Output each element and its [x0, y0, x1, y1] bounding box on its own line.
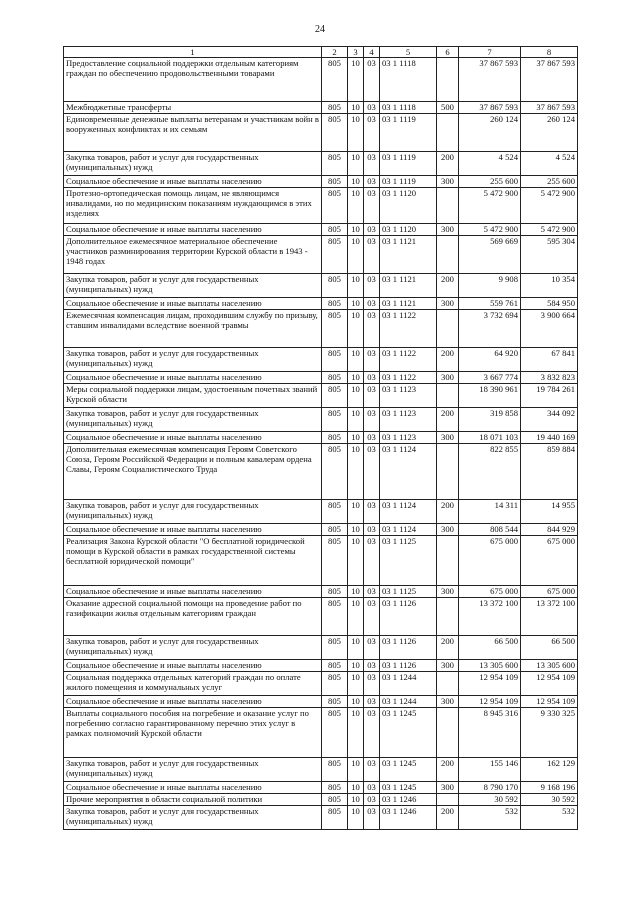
cell-target-article: 03 1 1125: [380, 536, 437, 586]
cell-ministry: 805: [322, 384, 348, 408]
cell-amount-year2: 37 867 593: [521, 102, 578, 114]
table-row: [64, 372, 578, 384]
cell-section: 10: [348, 188, 364, 224]
cell-target-article: 03 1 1122: [380, 372, 437, 384]
table-row: [64, 586, 578, 598]
cell-name: Закупка товаров, работ и услуг для государственных (муниципальных) нужд: [64, 758, 322, 782]
cell-ministry: 805: [322, 224, 348, 236]
cell-target-article: 03 1 1119: [380, 176, 437, 188]
cell-amount-year1: 155 146: [459, 758, 521, 782]
cell-target-article: 03 1 1119: [380, 152, 437, 176]
cell-subsection: 03: [364, 58, 380, 102]
cell-target-article: 03 1 1245: [380, 758, 437, 782]
table-row: [64, 672, 578, 696]
cell-expense-type: 300: [437, 176, 459, 188]
cell-target-article: 03 1 1126: [380, 636, 437, 660]
cell-section: 10: [348, 500, 364, 524]
table-row: [64, 794, 578, 806]
cell-amount-year2: 4 524: [521, 152, 578, 176]
cell-section: 10: [348, 758, 364, 782]
cell-target-article: 03 1 1118: [380, 102, 437, 114]
cell-ministry: 805: [322, 524, 348, 536]
cell-target-article: 03 1 1123: [380, 408, 437, 432]
cell-amount-year2: 844 929: [521, 524, 578, 536]
cell-name: Социальное обеспечение и иные выплаты населению: [64, 696, 322, 708]
cell-subsection: 03: [364, 598, 380, 636]
cell-amount-year1: 30 592: [459, 794, 521, 806]
cell-section: 10: [348, 102, 364, 114]
table-row: [64, 758, 578, 782]
cell-subsection: 03: [364, 432, 380, 444]
cell-ministry: 805: [322, 58, 348, 102]
cell-section: 10: [348, 660, 364, 672]
cell-expense-type: 200: [437, 758, 459, 782]
cell-target-article: 03 1 1246: [380, 806, 437, 830]
table-row: [64, 660, 578, 672]
cell-ministry: 805: [322, 598, 348, 636]
cell-target-article: 03 1 1246: [380, 794, 437, 806]
cell-subsection: 03: [364, 274, 380, 298]
cell-ministry: 805: [322, 636, 348, 660]
cell-subsection: 03: [364, 524, 380, 536]
table-row: [64, 114, 578, 152]
cell-amount-year2: 9 330 325: [521, 708, 578, 758]
cell-amount-year2: 30 592: [521, 794, 578, 806]
cell-expense-type: 200: [437, 408, 459, 432]
cell-amount-year2: 67 841: [521, 348, 578, 372]
cell-name: Ежемесячная компенсация лицам, проходившим службу по призыву, ставшим инвалидами вследствие военной травмы: [64, 310, 322, 348]
cell-target-article: 03 1 1123: [380, 384, 437, 408]
cell-target-article: 03 1 1245: [380, 708, 437, 758]
cell-section: 10: [348, 708, 364, 758]
cell-amount-year1: 9 908: [459, 274, 521, 298]
cell-ministry: 805: [322, 444, 348, 500]
cell-amount-year2: 14 955: [521, 500, 578, 524]
cell-subsection: 03: [364, 444, 380, 500]
cell-target-article: 03 1 1124: [380, 524, 437, 536]
cell-section: 10: [348, 274, 364, 298]
cell-target-article: 03 1 1245: [380, 782, 437, 794]
cell-ministry: 805: [322, 660, 348, 672]
cell-name: Протезно-ортопедическая помощь лицам, не являющимся инвалидами, но по медицинским показаниям нуждающимся в этих изделиях: [64, 188, 322, 224]
cell-section: 10: [348, 696, 364, 708]
cell-amount-year2: 260 124: [521, 114, 578, 152]
cell-ministry: 805: [322, 794, 348, 806]
cell-ministry: 805: [322, 758, 348, 782]
cell-name: Закупка товаров, работ и услуг для государственных (муниципальных) нужд: [64, 408, 322, 432]
cell-target-article: 03 1 1121: [380, 274, 437, 298]
cell-name: Дополнительная ежемесячная компенсация Героям Советского Союза, Героям Российской Федерации и полным кавалерам ордена Славы, Героям Социалистического Труда: [64, 444, 322, 500]
cell-ministry: 805: [322, 708, 348, 758]
table-body: [64, 58, 578, 830]
cell-target-article: 03 1 1122: [380, 310, 437, 348]
cell-amount-year1: 37 867 593: [459, 102, 521, 114]
cell-subsection: 03: [364, 348, 380, 372]
cell-expense-type: [437, 114, 459, 152]
cell-ministry: 805: [322, 432, 348, 444]
cell-amount-year2: 13 372 100: [521, 598, 578, 636]
cell-expense-type: 300: [437, 586, 459, 598]
cell-amount-year1: 822 855: [459, 444, 521, 500]
cell-section: 10: [348, 348, 364, 372]
header-cell-section: 3: [348, 47, 364, 58]
cell-name: Меры социальной поддержки лицам, удостоенным почетных званий Курской области: [64, 384, 322, 408]
cell-subsection: 03: [364, 696, 380, 708]
cell-target-article: 03 1 1126: [380, 598, 437, 636]
cell-name: Выплаты социального пособия на погребение и оказание услуг по погребению согласно гарантированному перечню этих услуг в рамках полномочий Курской области: [64, 708, 322, 758]
cell-name: Социальное обеспечение и иные выплаты населению: [64, 524, 322, 536]
cell-amount-year1: 675 000: [459, 536, 521, 586]
cell-subsection: 03: [364, 298, 380, 310]
cell-name: Прочие мероприятия в области социальной политики: [64, 794, 322, 806]
table-row: [64, 432, 578, 444]
cell-amount-year2: 13 305 600: [521, 660, 578, 672]
cell-name: Дополнительное ежемесячное материальное обеспечение участников разминирования территории Курской области в 1943 - 1948 годах: [64, 236, 322, 274]
cell-section: 10: [348, 152, 364, 176]
cell-amount-year1: 64 920: [459, 348, 521, 372]
page-number: 24: [315, 24, 325, 35]
cell-ministry: 805: [322, 672, 348, 696]
cell-target-article: 03 1 1126: [380, 660, 437, 672]
cell-name: Оказание адресной социальной помощи на проведение работ по газификации жилья отдельным категориям граждан: [64, 598, 322, 636]
cell-amount-year2: 5 472 900: [521, 224, 578, 236]
cell-name: Закупка товаров, работ и услуг для государственных (муниципальных) нужд: [64, 348, 322, 372]
cell-amount-year2: 3 832 823: [521, 372, 578, 384]
cell-ministry: 805: [322, 274, 348, 298]
cell-amount-year2: 19 784 261: [521, 384, 578, 408]
cell-ministry: 805: [322, 696, 348, 708]
cell-amount-year2: 3 900 664: [521, 310, 578, 348]
table-row: [64, 188, 578, 224]
cell-subsection: 03: [364, 372, 380, 384]
cell-expense-type: 300: [437, 432, 459, 444]
cell-name: Единовременные денежные выплаты ветеранам и участникам войн в вооруженных конфликтах и их семьям: [64, 114, 322, 152]
cell-ministry: 805: [322, 114, 348, 152]
cell-amount-year1: 18 071 103: [459, 432, 521, 444]
table-row: [64, 176, 578, 188]
cell-target-article: 03 1 1123: [380, 432, 437, 444]
table-row: [64, 500, 578, 524]
cell-expense-type: 300: [437, 224, 459, 236]
cell-amount-year1: 13 305 600: [459, 660, 521, 672]
cell-subsection: 03: [364, 660, 380, 672]
cell-expense-type: 200: [437, 636, 459, 660]
cell-amount-year1: 3 667 774: [459, 372, 521, 384]
header-cell-name: 1: [64, 47, 322, 58]
cell-amount-year2: 9 168 196: [521, 782, 578, 794]
cell-section: 10: [348, 536, 364, 586]
table-row: [64, 708, 578, 758]
cell-expense-type: [437, 598, 459, 636]
table-row: [64, 102, 578, 114]
table-row: [64, 384, 578, 408]
cell-target-article: 03 1 1120: [380, 188, 437, 224]
cell-amount-year1: 66 500: [459, 636, 521, 660]
cell-section: 10: [348, 524, 364, 536]
cell-name: Закупка товаров, работ и услуг для государственных (муниципальных) нужд: [64, 274, 322, 298]
cell-expense-type: [437, 794, 459, 806]
cell-amount-year2: 344 092: [521, 408, 578, 432]
cell-ministry: 805: [322, 188, 348, 224]
cell-amount-year1: 8 790 170: [459, 782, 521, 794]
header-cell-ministry: 2: [322, 47, 348, 58]
cell-amount-year1: 12 954 109: [459, 672, 521, 696]
cell-expense-type: [437, 58, 459, 102]
cell-name: Реализация Закона Курской области "О бесплатной юридической помощи в Курской области в рамках государственной системы бесплатной юридической помощи": [64, 536, 322, 586]
cell-amount-year1: 569 669: [459, 236, 521, 274]
cell-amount-year1: 18 390 961: [459, 384, 521, 408]
cell-subsection: 03: [364, 672, 380, 696]
cell-subsection: 03: [364, 188, 380, 224]
cell-amount-year2: 10 354: [521, 274, 578, 298]
cell-name: Закупка товаров, работ и услуг для государственных (муниципальных) нужд: [64, 636, 322, 660]
cell-target-article: 03 1 1125: [380, 586, 437, 598]
cell-amount-year2: 859 884: [521, 444, 578, 500]
cell-expense-type: 200: [437, 274, 459, 298]
cell-target-article: 03 1 1118: [380, 58, 437, 102]
table-row: [64, 524, 578, 536]
budget-table: [63, 46, 578, 830]
cell-expense-type: 300: [437, 298, 459, 310]
cell-amount-year1: 12 954 109: [459, 696, 521, 708]
cell-ministry: 805: [322, 536, 348, 586]
cell-subsection: 03: [364, 236, 380, 274]
cell-section: 10: [348, 176, 364, 188]
cell-section: 10: [348, 236, 364, 274]
cell-amount-year1: 559 761: [459, 298, 521, 310]
table-row: [64, 696, 578, 708]
cell-ministry: 805: [322, 176, 348, 188]
table-row: [64, 636, 578, 660]
header-cell-subsection: 4: [364, 47, 380, 58]
cell-amount-year2: 675 000: [521, 586, 578, 598]
cell-amount-year2: 37 867 593: [521, 58, 578, 102]
cell-expense-type: [437, 310, 459, 348]
cell-amount-year1: 532: [459, 806, 521, 830]
cell-name: Социальное обеспечение и иные выплаты населению: [64, 660, 322, 672]
table-row: [64, 598, 578, 636]
cell-amount-year2: 162 129: [521, 758, 578, 782]
cell-ministry: 805: [322, 408, 348, 432]
cell-amount-year2: 66 500: [521, 636, 578, 660]
cell-subsection: 03: [364, 636, 380, 660]
cell-ministry: 805: [322, 152, 348, 176]
cell-expense-type: 300: [437, 524, 459, 536]
cell-amount-year1: 4 524: [459, 152, 521, 176]
cell-subsection: 03: [364, 782, 380, 794]
cell-target-article: 03 1 1121: [380, 236, 437, 274]
cell-amount-year2: 675 000: [521, 536, 578, 586]
cell-amount-year2: 532: [521, 806, 578, 830]
cell-expense-type: [437, 536, 459, 586]
cell-amount-year2: 255 600: [521, 176, 578, 188]
cell-target-article: 03 1 1124: [380, 444, 437, 500]
cell-expense-type: [437, 708, 459, 758]
cell-ministry: 805: [322, 372, 348, 384]
cell-amount-year2: 12 954 109: [521, 696, 578, 708]
cell-section: 10: [348, 432, 364, 444]
cell-amount-year1: 14 311: [459, 500, 521, 524]
cell-section: 10: [348, 224, 364, 236]
cell-section: 10: [348, 806, 364, 830]
cell-subsection: 03: [364, 384, 380, 408]
cell-name: Социальная поддержка отдельных категорий граждан по оплате жилого помещения и коммунальных услуг: [64, 672, 322, 696]
cell-expense-type: 200: [437, 152, 459, 176]
cell-amount-year1: 37 867 593: [459, 58, 521, 102]
cell-section: 10: [348, 384, 364, 408]
cell-name: Закупка товаров, работ и услуг для государственных (муниципальных) нужд: [64, 500, 322, 524]
cell-name: Социальное обеспечение и иные выплаты населению: [64, 372, 322, 384]
cell-subsection: 03: [364, 152, 380, 176]
cell-expense-type: 200: [437, 806, 459, 830]
cell-name: Социальное обеспечение и иные выплаты населению: [64, 176, 322, 188]
cell-amount-year1: 5 472 900: [459, 188, 521, 224]
cell-subsection: 03: [364, 708, 380, 758]
cell-section: 10: [348, 794, 364, 806]
cell-subsection: 03: [364, 794, 380, 806]
cell-ministry: 805: [322, 236, 348, 274]
cell-ministry: 805: [322, 102, 348, 114]
cell-subsection: 03: [364, 500, 380, 524]
cell-expense-type: [437, 672, 459, 696]
table-row: [64, 274, 578, 298]
cell-expense-type: 500: [437, 102, 459, 114]
cell-section: 10: [348, 782, 364, 794]
cell-name: Предоставление социальной поддержки отдельным категориям граждан по обеспечению продовольственными товарами: [64, 58, 322, 102]
cell-amount-year2: 595 304: [521, 236, 578, 274]
cell-target-article: 03 1 1122: [380, 348, 437, 372]
cell-expense-type: 300: [437, 660, 459, 672]
cell-expense-type: [437, 188, 459, 224]
header-cell-expense-type: 6: [437, 47, 459, 58]
cell-expense-type: [437, 444, 459, 500]
cell-section: 10: [348, 408, 364, 432]
cell-ministry: 805: [322, 298, 348, 310]
cell-amount-year1: 808 544: [459, 524, 521, 536]
cell-amount-year1: 8 945 316: [459, 708, 521, 758]
table-row: [64, 536, 578, 586]
table-row: [64, 782, 578, 794]
cell-name: Межбюджетные трансферты: [64, 102, 322, 114]
cell-subsection: 03: [364, 176, 380, 188]
cell-expense-type: 300: [437, 696, 459, 708]
cell-amount-year1: 13 372 100: [459, 598, 521, 636]
cell-amount-year1: 260 124: [459, 114, 521, 152]
cell-section: 10: [348, 598, 364, 636]
cell-amount-year2: 12 954 109: [521, 672, 578, 696]
cell-section: 10: [348, 636, 364, 660]
cell-subsection: 03: [364, 114, 380, 152]
cell-name: Социальное обеспечение и иные выплаты населению: [64, 782, 322, 794]
cell-expense-type: 300: [437, 782, 459, 794]
header-cell-amount-year2: 8: [521, 47, 578, 58]
cell-target-article: 03 1 1244: [380, 672, 437, 696]
header-cell-target-article: 5: [380, 47, 437, 58]
cell-amount-year2: 5 472 900: [521, 188, 578, 224]
cell-target-article: 03 1 1121: [380, 298, 437, 310]
cell-expense-type: [437, 236, 459, 274]
table-row: [64, 298, 578, 310]
table-row: [64, 224, 578, 236]
cell-subsection: 03: [364, 806, 380, 830]
cell-expense-type: 200: [437, 500, 459, 524]
cell-subsection: 03: [364, 758, 380, 782]
cell-name: Закупка товаров, работ и услуг для государственных (муниципальных) нужд: [64, 152, 322, 176]
table-row: [64, 58, 578, 102]
cell-ministry: 805: [322, 586, 348, 598]
cell-subsection: 03: [364, 224, 380, 236]
cell-subsection: 03: [364, 408, 380, 432]
cell-subsection: 03: [364, 310, 380, 348]
header-cell-amount-year1: 7: [459, 47, 521, 58]
cell-target-article: 03 1 1119: [380, 114, 437, 152]
cell-section: 10: [348, 310, 364, 348]
table-row: [64, 408, 578, 432]
cell-ministry: 805: [322, 500, 348, 524]
cell-subsection: 03: [364, 102, 380, 114]
cell-subsection: 03: [364, 536, 380, 586]
cell-name: Социальное обеспечение и иные выплаты населению: [64, 224, 322, 236]
cell-ministry: 805: [322, 806, 348, 830]
cell-section: 10: [348, 586, 364, 598]
cell-section: 10: [348, 444, 364, 500]
cell-section: 10: [348, 114, 364, 152]
cell-name: Социальное обеспечение и иные выплаты населению: [64, 298, 322, 310]
cell-name: Закупка товаров, работ и услуг для государственных (муниципальных) нужд: [64, 806, 322, 830]
cell-expense-type: 200: [437, 348, 459, 372]
cell-amount-year1: 675 000: [459, 586, 521, 598]
table-row: [64, 444, 578, 500]
cell-amount-year1: 255 600: [459, 176, 521, 188]
cell-ministry: 805: [322, 782, 348, 794]
table-row: [64, 152, 578, 176]
header-row: [64, 47, 578, 58]
cell-section: 10: [348, 672, 364, 696]
cell-amount-year1: 5 472 900: [459, 224, 521, 236]
table-row: [64, 806, 578, 830]
cell-ministry: 805: [322, 348, 348, 372]
cell-ministry: 805: [322, 310, 348, 348]
cell-expense-type: [437, 384, 459, 408]
cell-target-article: 03 1 1120: [380, 224, 437, 236]
cell-section: 10: [348, 372, 364, 384]
cell-expense-type: 300: [437, 372, 459, 384]
cell-amount-year1: 3 732 694: [459, 310, 521, 348]
cell-amount-year2: 19 440 169: [521, 432, 578, 444]
table-row: [64, 236, 578, 274]
cell-subsection: 03: [364, 586, 380, 598]
cell-section: 10: [348, 58, 364, 102]
table-row: [64, 348, 578, 372]
cell-amount-year1: 319 858: [459, 408, 521, 432]
table-row: [64, 310, 578, 348]
cell-name: Социальное обеспечение и иные выплаты населению: [64, 432, 322, 444]
cell-target-article: 03 1 1124: [380, 500, 437, 524]
cell-name: Социальное обеспечение и иные выплаты населению: [64, 586, 322, 598]
cell-amount-year2: 584 950: [521, 298, 578, 310]
cell-section: 10: [348, 298, 364, 310]
cell-target-article: 03 1 1244: [380, 696, 437, 708]
